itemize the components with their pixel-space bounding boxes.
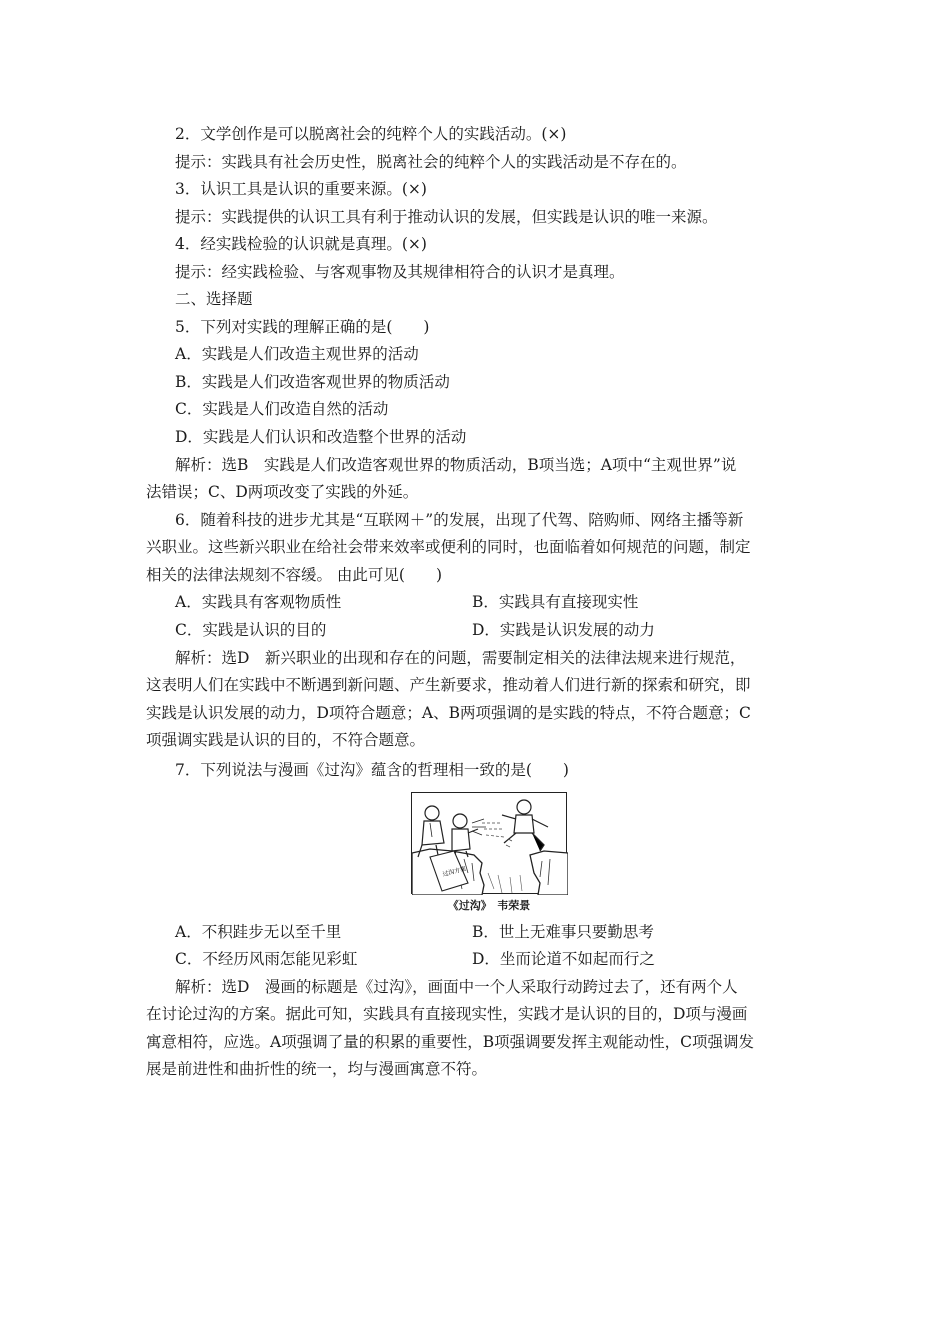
q4-stem: 4．经实践检验的认识就是真理。(×) bbox=[175, 235, 427, 253]
q5-option-c: C．实践是人们改造自然的活动 bbox=[175, 400, 389, 418]
plan-paper-label: 过沟方案 bbox=[441, 865, 467, 879]
q5-stem: 5．下列对实践的理解正确的是( ) bbox=[175, 318, 430, 336]
q7-analysis-line: 寓意相符，应选。A项强调了量的积累的重要性，B项强调要发挥主观能动性，C项强调发 bbox=[146, 1033, 754, 1051]
q4-hint: 提示：经实践检验、与客观事物及其规律相符合的认识才是真理。 bbox=[175, 263, 625, 281]
q6-option-c: C．实践是认识的目的 bbox=[175, 621, 327, 639]
q7-option-a: A．不积跬步无以至千里 bbox=[175, 923, 342, 941]
q6-option-d: D．实践是认识发展的动力 bbox=[472, 621, 655, 639]
q2-hint: 提示：实践具有社会历史性，脱离社会的纯粹个人的实践活动是不存在的。 bbox=[175, 153, 687, 171]
q5-option-a: A．实践是人们改造主观世界的活动 bbox=[175, 345, 419, 363]
cartoon-drawing bbox=[412, 793, 568, 895]
q6-analysis-line: 项强调实践是认识的目的，不符合题意。 bbox=[146, 731, 426, 749]
q5-option-b: B．实践是人们改造客观世界的物质活动 bbox=[175, 373, 450, 391]
q3-stem: 3．认识工具是认识的重要来源。(×) bbox=[175, 180, 427, 198]
q6-analysis-line: 实践是认识发展的动力，D项符合题意；A、B两项强调的是实践的特点，不符合题意；C bbox=[146, 704, 751, 722]
q6-analysis-line: 解析：选D 新兴职业的出现和存在的问题，需要制定相关的法律法规来进行规范， bbox=[175, 649, 746, 667]
q5-option-d: D．实践是人们认识和改造整个世界的活动 bbox=[175, 428, 467, 446]
cartoon-image bbox=[411, 792, 567, 894]
q7-option-b: B．世上无难事只要勤思考 bbox=[472, 923, 654, 941]
cartoon-caption: 《过沟》 韦荣景 bbox=[447, 899, 531, 912]
q5-analysis-line: 法错误；C、D两项改变了实践的外延。 bbox=[146, 483, 419, 501]
q6-stem-line: 6．随着科技的进步尤其是“互联网＋”的发展，出现了代驾、陪购师、网络主播等新 bbox=[175, 511, 744, 529]
q6-option-a: A．实践具有客观物质性 bbox=[175, 593, 342, 611]
q7-analysis-line: 解析：选D 漫画的标题是《过沟》，画面中一个人采取行动跨过去了，还有两个人 bbox=[175, 978, 738, 996]
q6-analysis-line: 这表明人们在实践中不断遇到新问题、产生新要求，推动着人们进行新的探索和研究，即 bbox=[146, 676, 751, 694]
q2-stem: 2．文学创作是可以脱离社会的纯粹个人的实践活动。(×) bbox=[175, 125, 567, 143]
q7-option-c: C．不经历风雨怎能见彩虹 bbox=[175, 950, 358, 968]
q6-option-b: B．实践具有直接现实性 bbox=[472, 593, 639, 611]
q7-analysis-line: 在讨论过沟的方案。据此可知，实践具有直接现实性，实践才是认识的目的，D项与漫画 bbox=[146, 1005, 748, 1023]
q7-stem: 7．下列说法与漫画《过沟》蕴含的哲理相一致的是( ) bbox=[175, 761, 569, 779]
q7-analysis-line: 展是前进性和曲折性的统一，均与漫画寓意不符。 bbox=[146, 1060, 488, 1078]
q3-hint: 提示：实践提供的认识工具有利于推动认识的发展，但实践是认识的唯一来源。 bbox=[175, 208, 718, 226]
q5-analysis-line: 解析：选B 实践是人们改造客观世界的物质活动，B项当选；A项中“主观世界”说 bbox=[175, 456, 737, 474]
q7-option-d: D．坐而论道不如起而行之 bbox=[472, 950, 655, 968]
q6-stem-line: 相关的法律法规刻不容缓。 由此可见( ) bbox=[146, 566, 443, 584]
section-heading: 二、选择题 bbox=[175, 290, 253, 308]
q6-stem-line: 兴职业。这些新兴职业在给社会带来效率或便利的同时，也面临着如何规范的问题，制定 bbox=[146, 538, 751, 556]
